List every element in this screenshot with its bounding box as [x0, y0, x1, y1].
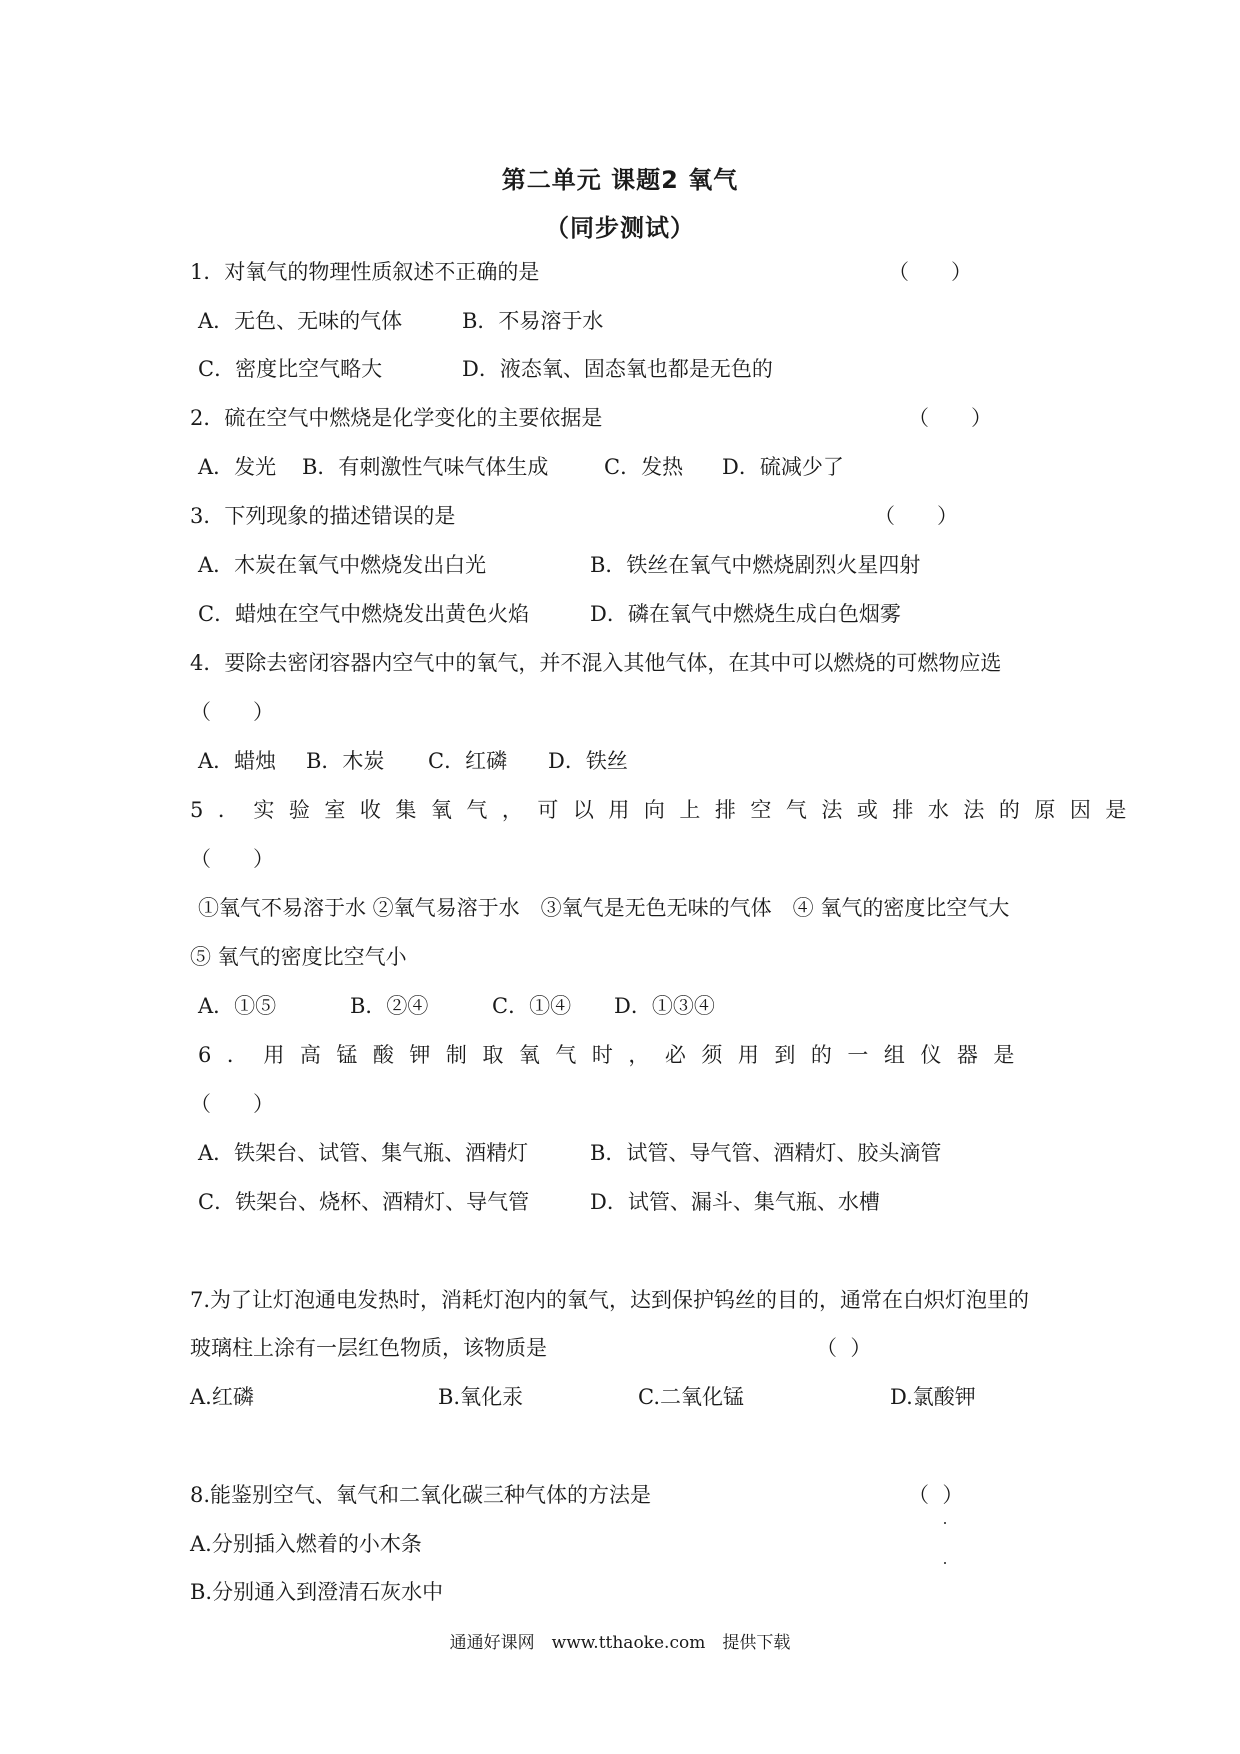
question-8-option-a: A.分别插入燃着的小木条: [190, 1532, 422, 1556]
question-5-option-c: C．①④: [492, 994, 572, 1018]
question-1-option-c: C．密度比空气略大: [198, 357, 383, 381]
scan-speck: [944, 1522, 946, 1524]
question-6-option-a: A．铁架台、试管、集气瓶、酒精灯: [198, 1141, 529, 1165]
question-8-stem: 8.能鉴别空气、氧气和二氧化碳三种气体的方法是: [190, 1483, 652, 1507]
question-1-option-b: B．不易溶于水: [462, 309, 604, 333]
question-4-option-b: B．木炭: [306, 749, 385, 773]
question-5-statements-line-1: ①氧气不易溶于水 ②氧气易溶于水 ③氧气是无色无味的气体 ④ 氧气的密度比空气大: [198, 896, 1010, 920]
question-1-stem: 1．对氧气的物理性质叙述不正确的是: [190, 260, 540, 284]
question-5-answer-bracket: （ ）: [190, 847, 274, 871]
question-6-option-b: B．试管、导气管、酒精灯、胶头滴管: [590, 1141, 942, 1165]
question-8-answer-bracket: （ ）: [908, 1483, 964, 1507]
page-title: 第二单元 课题2 氧气: [501, 166, 739, 194]
question-2-answer-bracket: （ ）: [908, 406, 992, 430]
question-5-option-a: A．①⑤: [198, 994, 277, 1018]
scan-speck: [944, 1562, 946, 1564]
question-4-answer-bracket: （ ）: [190, 700, 274, 724]
question-7-option-c: C.二氧化锰: [638, 1385, 744, 1409]
question-8-option-b: B.分别通入到澄清石灰水中: [190, 1580, 444, 1604]
question-1-answer-bracket: （ ）: [888, 260, 972, 284]
question-1-option-d: D．液态氧、固态氧也都是无色的: [462, 357, 773, 381]
question-2-option-a: A．发光: [198, 455, 277, 479]
question-7-option-b: B.氧化汞: [438, 1385, 524, 1409]
question-7-stem-line-1: 7.为了让灯泡通电发热时，消耗灯泡内的氧气，达到保护钨丝的目的，通常在白炽灯泡里的: [190, 1288, 1030, 1312]
question-2-option-c: C．发热: [604, 455, 684, 479]
question-7-option-d: D.氯酸钾: [890, 1385, 976, 1409]
question-3-option-a: A．木炭在氧气中燃烧发出白光: [198, 553, 487, 577]
question-6-stem: 6．用高锰酸钾制取氧气时，必须用到的一组仪器是: [198, 1043, 1030, 1067]
question-6-option-d: D．试管、漏斗、集气瓶、水槽: [590, 1190, 880, 1214]
question-6-option-c: C．铁架台、烧杯、酒精灯、导气管: [198, 1190, 530, 1214]
question-5-option-b: B．②④: [350, 994, 429, 1018]
question-7-stem-line-2: 玻璃柱上涂有一层红色物质，该物质是: [190, 1336, 547, 1360]
footer-download-note: 通通好课网 www.tthaoke.com 提供下载: [449, 1633, 791, 1653]
question-4-option-d: D．铁丝: [548, 749, 628, 773]
question-3-option-c: C．蜡烛在空气中燃烧发出黄色火焰: [198, 602, 530, 626]
question-7-option-a: A.红磷: [190, 1385, 254, 1409]
question-4-stem: 4．要除去密闭容器内空气中的氧气，并不混入其他气体，在其中可以燃烧的可燃物应选: [190, 651, 1002, 675]
question-7-answer-bracket: （ ）: [816, 1336, 872, 1360]
page-subtitle: （同步测试）: [545, 214, 695, 242]
question-5-statements-line-2: ⑤ 氧气的密度比空气小: [190, 945, 407, 969]
question-5-stem: 5．实验室收集氧气，可以用向上排空气法或排水法的原因是: [190, 798, 1141, 822]
question-3-answer-bracket: （ ）: [874, 504, 958, 528]
question-1-option-a: A．无色、无味的气体: [198, 309, 403, 333]
question-5-option-d: D．①③④: [614, 994, 715, 1018]
question-2-stem: 2．硫在空气中燃烧是化学变化的主要依据是: [190, 406, 603, 430]
question-4-option-c: C．红磷: [428, 749, 508, 773]
question-2-option-d: D．硫减少了: [722, 455, 844, 479]
question-3-option-b: B．铁丝在氧气中燃烧剧烈火星四射: [590, 553, 921, 577]
question-3-stem: 3．下列现象的描述错误的是: [190, 504, 456, 528]
question-6-answer-bracket: （ ）: [190, 1092, 274, 1116]
question-2-option-b: B．有刺激性气味气体生成: [302, 455, 549, 479]
question-4-option-a: A．蜡烛: [198, 749, 277, 773]
question-3-option-d: D．磷在氧气中燃烧生成白色烟雾: [590, 602, 901, 626]
